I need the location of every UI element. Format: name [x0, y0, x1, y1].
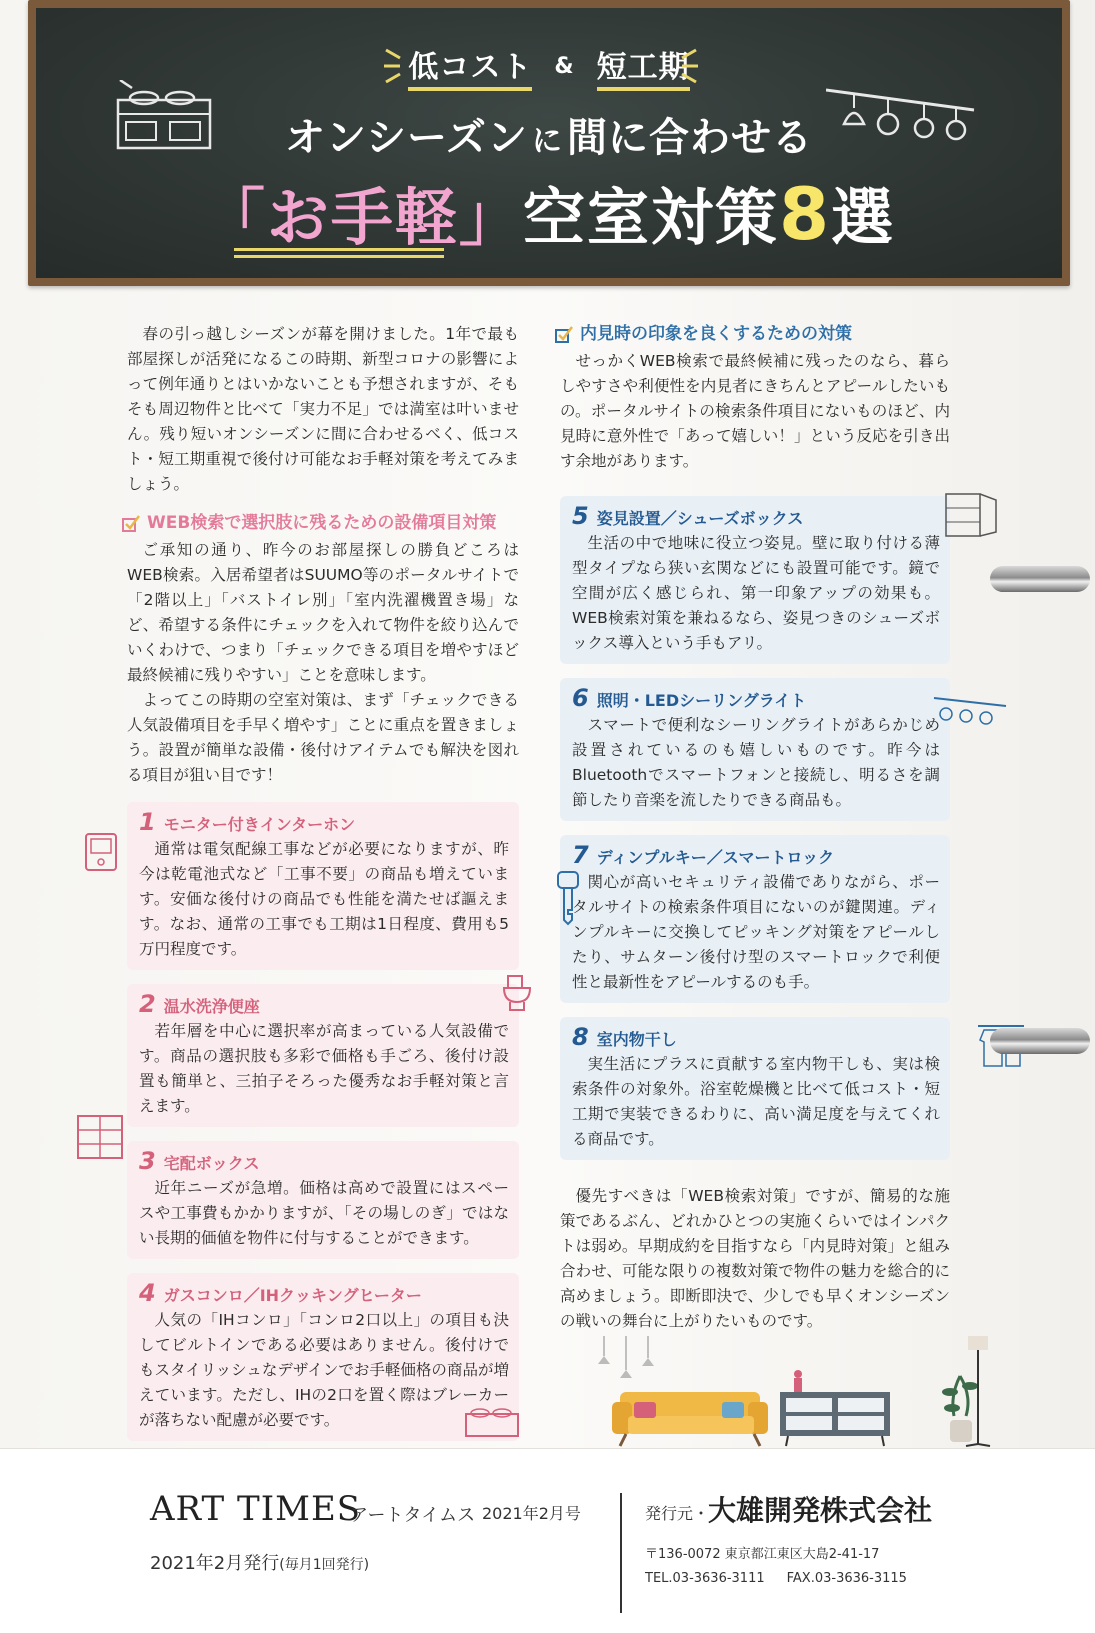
item-2-title: 温水洗浄便座: [163, 997, 260, 1016]
telephone: TEL.03-3636-3111: [645, 1571, 765, 1586]
item-6-body: スマートで便利なシーリングライトがあらかじめ設置されているのも嬉しいものです。昨今はBluetoothでスマートフォンと接続し、明るさを調節したり音楽を流したりできる商品も。: [572, 716, 940, 809]
shoebox-icon: [942, 490, 1002, 540]
item-5-number: 5: [572, 502, 589, 530]
left-column: [127, 322, 519, 1455]
item-8-heading: [572, 1025, 940, 1052]
item-3-number: 3: [139, 1147, 156, 1175]
binder-ring: [990, 1028, 1090, 1054]
publisher-label: 発行元・: [645, 1504, 710, 1523]
section-viewing-title: 内見時の印象を良くするための対策: [580, 324, 852, 344]
item-card-2: [127, 984, 519, 1127]
title-underline: [234, 248, 444, 258]
item-6-number: 6: [572, 684, 589, 712]
magazine-kana: アートタイムス: [350, 1505, 476, 1526]
item-1-body: 通常は電気配線工事などが必要になりますが、昨今は乾電池式など「工事不要」の商品も増えています。安価な後付けの商品でも性能を満たせば謳えます。なお、通常の工事でも工期は1日程度、費用も5万円程度です。: [139, 840, 509, 958]
item-3-title: 宅配ボックス: [163, 1154, 260, 1173]
header-title: [36, 168, 1062, 257]
section-web-heading: [121, 511, 519, 536]
section-viewing-heading: [554, 322, 950, 347]
intro-paragraph: 春の引っ越しシーズンが幕を開けました。1年で最も部屋探しが活発になるこの時期、新型コロナの影響によって例年通りとはいかないことも予想されますが、そもそも周辺物件と比べて「実力不足」では満室は叶いません。残り短いオンシーズンに間に合わせるべく、低コスト・短工期重視で後付け可能なお手軽対策を考えてみましょう。: [127, 325, 519, 493]
fax: FAX.03-3636-3115: [786, 1571, 907, 1586]
item-3-body: 近年ニーズが急増。価格は高めで設置にはスペースや工事費もかかりますが、「その場しのぎ」ではない長期的価値を物件に付与することができます。: [139, 1179, 509, 1247]
item-3-heading: [139, 1149, 509, 1176]
checkbox-icon: [554, 325, 574, 345]
item-2-heading: [139, 992, 509, 1019]
footer-divider: [620, 1493, 622, 1613]
item-1-title: モニター付きインターホン: [163, 815, 356, 834]
item-8-title: 室内物干し: [596, 1030, 677, 1049]
item-4-number: 4: [139, 1279, 156, 1307]
right-column: [560, 322, 950, 1334]
item-5-heading: [572, 504, 940, 531]
publisher-name: 大雄開発株式会社: [708, 1494, 933, 1527]
stove-icon: [462, 1404, 522, 1440]
footer: [0, 1448, 1095, 1633]
ceiling-light-icon: [930, 694, 1010, 728]
item-card-5: [560, 496, 950, 664]
header-line3-b: 空室対策: [522, 181, 779, 254]
publisher-address: 〒136-0072 東京都江東区大島2-41-17: [645, 1547, 880, 1562]
header-sub-left: 低コスト: [408, 50, 532, 91]
item-7-number: 7: [572, 841, 589, 869]
publication-date: [150, 1549, 369, 1575]
section-web-p2: よってこの時期の空室対策は、まず「チェックできる人気設備項目を手早く増やす」ことに重点を置きましょう。設置が簡単な設備・後付けアイテムでも解決を図れる項目が狙い目です！: [127, 691, 519, 784]
chalkboard-surface: [36, 8, 1062, 278]
item-card-1: [127, 802, 519, 970]
header-line3-d: 選: [831, 181, 896, 254]
contact-line: [645, 1571, 929, 1586]
item-5-body: 生活の中で地味に役立つ姿見。壁に取り付ける薄型タイプなら狭い玄関などにも設置可能です。鏡で空間が広く感じられ、第一印象アップの効果も。WEB検索対策を兼ねるなら、姿見つきのシューズボックス導入という手もアリ。: [572, 534, 940, 652]
toilet-icon: [500, 970, 534, 1014]
header-sub-right: 短工期: [597, 50, 690, 91]
item-card-3: [127, 1141, 519, 1259]
living-room-illustration: [590, 1336, 1030, 1448]
item-8-body: 実生活にプラスに貢献する室内物干しも、実は検索条件の対象外。浴室乾燥機と比べて低コスト・短工期で実装できるわりに、高い満足度を与えてくれる商品です。: [572, 1055, 940, 1148]
sparkle-right-icon: [672, 44, 702, 84]
item-card-8: [560, 1017, 950, 1160]
sparkle-left-icon: [380, 44, 410, 84]
chalkboard-header: [28, 0, 1070, 286]
item-6-title: 照明・LEDシーリングライト: [596, 691, 807, 710]
publication-frequency: (毎月1回発行): [279, 1557, 370, 1573]
header-line2-a: オンシーズン: [285, 115, 528, 161]
header-line2-c: 間に合わせる: [567, 115, 813, 161]
item-7-title: ディンプルキー／スマートロック: [596, 848, 835, 867]
intercom-icon: [82, 830, 122, 874]
delivery-box-icon: [74, 1110, 126, 1162]
conclusion-paragraph: 優先すべきは「WEB検索対策」ですが、簡易的な施策であるぶん、どれかひとつの実施くらいではインパクトは弱め。早期成約を目指すなら「内見時対策」と組み合わせ、可能な限りの複数対策で物件の魅力を総合的に高めましょう。即断即決で、少しでも早くオンシーズンの戦いの舞台に上がりたいものです。: [560, 1187, 950, 1330]
binder-ring: [990, 566, 1090, 592]
item-7-body: 関心が高いセキュリティ設備でありながら、ポータルサイトの検索条件項目にないのが鍵関連。ディンプルキーに交換してピッキング対策をアピールしたり、サムターン後付け型のスマートロックで利便性と最新性をアピールするのも手。: [572, 873, 940, 991]
item-5-title: 姿見設置／シューズボックス: [596, 509, 804, 528]
item-card-7: [560, 835, 950, 1003]
item-1-number: 1: [139, 808, 156, 836]
header-line3-c: 8: [778, 172, 832, 256]
item-4-heading: [139, 1281, 509, 1308]
item-4-title: ガスコンロ／IHクッキングヒーター: [163, 1286, 422, 1305]
header-line2-b: に: [532, 124, 563, 159]
item-4-body: 人気の「IHコンロ」「コンロ2口以上」の項目も決してビルトインである必要はありません。後付けでもスタイリッシュなデザインでお手軽価格の商品が増えています。ただし、IHの2口を置く際はブレーカーが落ちない配慮が必要です。: [139, 1311, 509, 1429]
item-6-heading: [572, 686, 940, 713]
section-web-p1: ご承知の通り、昨今のお部屋探しの勝負どころはWEB検索。入居希望者はSUUMO等のポータルサイトで「2階以上」「バストイレ別」「室内洗濯機置き場」など、希望する条件にチェックを入れて物件を絞り込んでいくわけで、つまり「チェックできる項目を増やすほど最終候補に残りやすい」ことを意味します。: [127, 541, 519, 684]
key-icon: [554, 868, 584, 928]
header-line3-a: 「お手軽」: [202, 181, 523, 254]
lamps-chalk-icon: [826, 80, 976, 150]
item-card-4: [127, 1273, 519, 1441]
section-web-title: WEB検索で選択肢に残るための設備項目対策: [147, 513, 497, 533]
section-viewing-p1: せっかくWEB検索で最終候補に残ったのなら、暮らしやすさや利便性を内見者にきちんとアピールしたいもの。ポータルサイトの検索条件項目にないものほど、内見時に意外性で「あって嬉しい！」という反応を引き出す余地があります。: [560, 352, 950, 470]
magazine-title: ART TIMES: [150, 1489, 362, 1529]
item-1-heading: [139, 810, 509, 837]
item-8-number: 8: [572, 1023, 589, 1051]
magazine-issue: 2021年2月号: [482, 1504, 581, 1523]
item-card-6: [560, 678, 950, 821]
item-2-number: 2: [139, 990, 156, 1018]
item-7-heading: [572, 843, 940, 870]
header-sub-amp: &: [554, 54, 575, 79]
item-2-body: 若年層を中心に選択率が高まっている人気設備です。商品の選択肢も多彩で価格も手ごろ、後付け設置も簡単と、三拍子そろった優秀なお手軽対策と言えます。: [139, 1022, 509, 1115]
published-text: 2021年2月発行: [150, 1553, 280, 1574]
stove-chalk-icon: [112, 80, 216, 154]
checkbox-icon: [121, 514, 141, 534]
